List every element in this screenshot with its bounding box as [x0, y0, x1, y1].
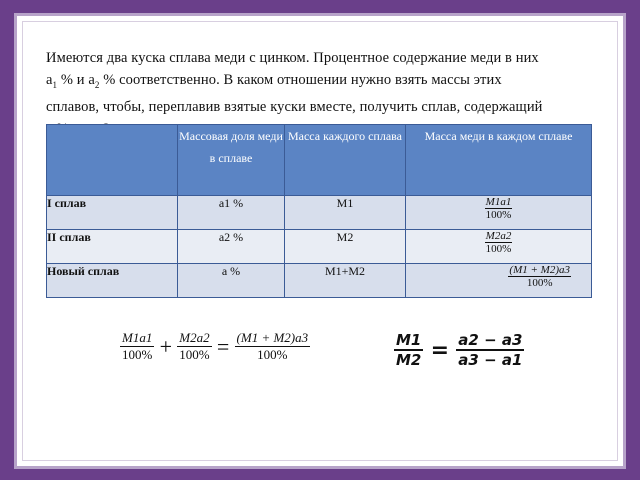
- term-3: [235, 330, 311, 363]
- ratio-rhs-num: a2 − a3: [458, 331, 523, 349]
- copper-den: 100%: [485, 243, 512, 255]
- row-share: a %: [178, 264, 285, 298]
- term-2-den: 100%: [179, 347, 210, 362]
- equation-left: [120, 330, 310, 363]
- row-copper: [406, 230, 592, 264]
- ratio-rhs: [456, 331, 524, 369]
- copper-fraction: [485, 196, 513, 221]
- copper-num: M2a2: [485, 230, 512, 242]
- row-label: I сплав: [47, 196, 178, 230]
- var-a: a: [46, 72, 53, 88]
- header-mass: Масса каждого сплава: [285, 125, 406, 196]
- row-share: a2 %: [178, 230, 285, 264]
- table-row: [47, 230, 592, 264]
- row-mass: M1+M2: [285, 264, 406, 298]
- ratio-rhs-den: a3 − a1: [458, 351, 523, 369]
- row-copper: [406, 196, 592, 230]
- term-1-num: M1a1: [122, 330, 153, 345]
- term-2-num: M2a2: [179, 330, 210, 345]
- copper-den: 100%: [526, 277, 553, 289]
- table-row: [47, 196, 592, 230]
- problem-line-3: сплавов, чтобы, переплавив взятые куски вместе, получить сплав, содержащий: [46, 98, 543, 115]
- row-label: II сплав: [47, 230, 178, 264]
- copper-fraction: [508, 264, 571, 289]
- term-3-den: 100%: [257, 347, 288, 362]
- sub-1: 1: [52, 79, 58, 90]
- ratio-equals-sign: =: [430, 337, 450, 363]
- sub-2: 2: [94, 79, 100, 90]
- row-mass: M2: [285, 230, 406, 264]
- alloy-table: [46, 124, 592, 298]
- header-empty: [47, 125, 178, 196]
- term-1-den: 100%: [122, 347, 153, 362]
- plus-sign: +: [159, 333, 173, 359]
- table-header-row: [47, 125, 592, 196]
- equation-right: [394, 331, 524, 369]
- row-share: a1 %: [178, 196, 285, 230]
- equals-sign: =: [216, 333, 230, 359]
- text-a2: % и a: [57, 72, 95, 88]
- table-row: [47, 264, 592, 298]
- ratio-lhs-num: M1: [396, 331, 422, 349]
- row-copper: [406, 264, 592, 298]
- term-1: [120, 330, 154, 363]
- copper-den: 100%: [485, 209, 512, 221]
- ratio-lhs-den: M2: [396, 351, 422, 369]
- row-mass: M1: [285, 196, 406, 230]
- ratio-lhs: [394, 331, 423, 369]
- header-share: Массовая доля меди в сплаве: [178, 125, 285, 196]
- term-3-num: (M1 + M2)a3: [236, 330, 309, 345]
- term-2: [177, 330, 211, 363]
- copper-num: M1a1: [485, 196, 512, 208]
- row-label: Новый сплав: [47, 264, 178, 298]
- copper-num: (M1 + M2)a3: [509, 264, 570, 276]
- problem-line-2: [46, 69, 606, 96]
- copper-fraction: [485, 230, 513, 255]
- problem-line-1: Имеются два куска сплава меди с цинком. Процентное содержание меди в них: [46, 50, 539, 66]
- text-rest: % соответственно. В каком отношении нужно взять массы этих: [99, 72, 502, 88]
- header-copper: Масса меди в каждом сплаве: [406, 125, 592, 196]
